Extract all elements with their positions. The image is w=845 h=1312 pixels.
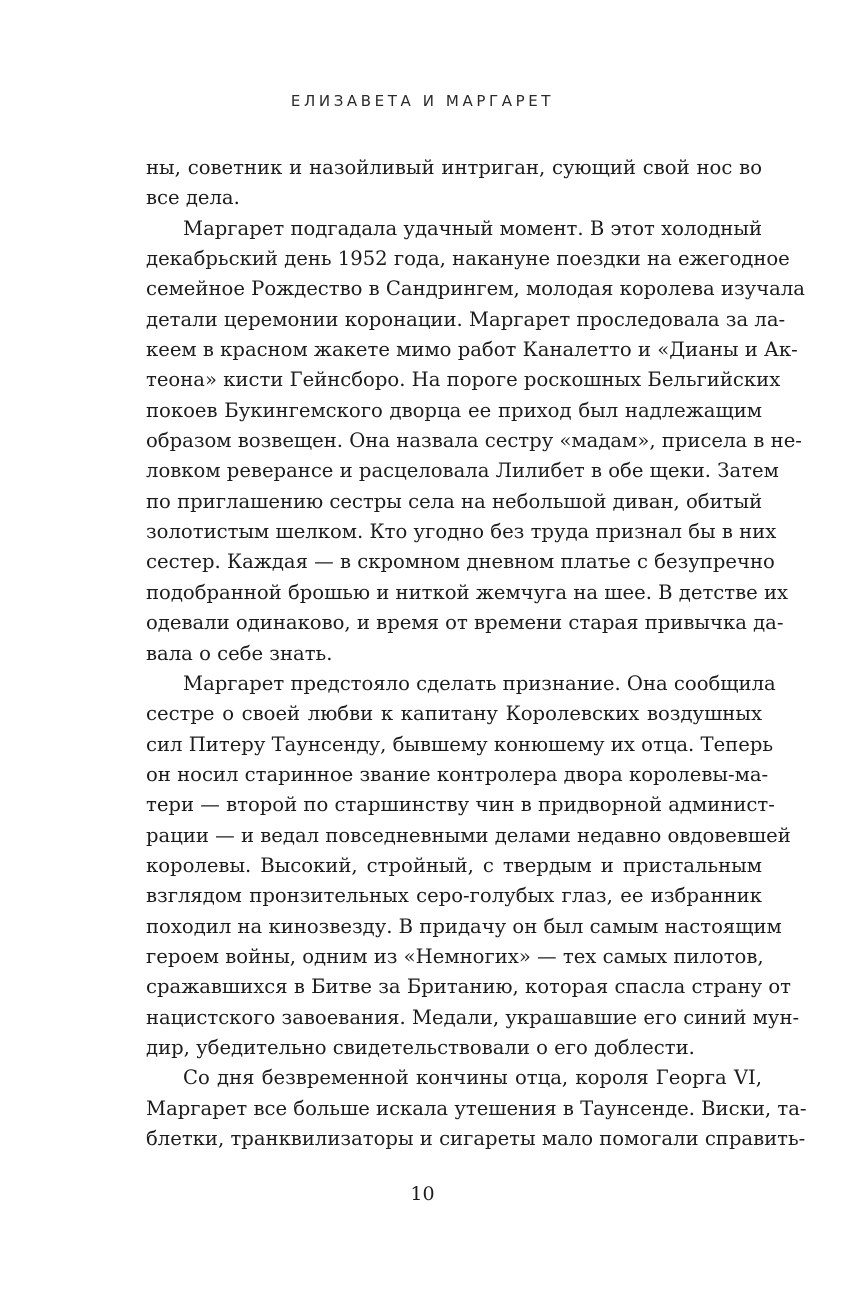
- text-line: он носил старинное звание контролера двора королевы-ма-: [146, 762, 769, 786]
- text-line: Маргарет все больше искала утешения в Таунсенде. Виски, та-: [146, 1096, 807, 1120]
- text-line: подобранной брошью и ниткой жемчуга на шее. В детстве их: [146, 580, 789, 604]
- text-line: ны, советник и назойливый интриган, сующий свой нос во: [146, 156, 762, 179]
- text-line: сил Питеру Таунсенду, бывшему конюшему их отца. Теперь: [146, 732, 774, 756]
- text-line: Со дня безвременной кончины отца, короля Георга VI,: [183, 1066, 762, 1090]
- text-line: вала о себе знать.: [146, 641, 333, 665]
- text-line: королевы. Высокий, стройный, с твердым и пристальным: [146, 853, 762, 877]
- text-line: блетки, транквилизаторы и сигареты мало помогали справить-: [146, 1127, 806, 1150]
- text-line: покоев Букингемского дворца ее приход был надлежащим: [146, 398, 762, 422]
- text-line: дир, убедительно свидетельствовали о его доблести.: [146, 1035, 695, 1059]
- text-line: семейное Рождество в Сандрингем, молодая королева изучала: [146, 277, 805, 301]
- text-line: тери — второй по старшинству чин в придворной админист-: [146, 793, 775, 817]
- text-line: нацистского завоевания. Медали, украшавшие его синий мун-: [146, 1005, 800, 1029]
- text-line: сестре о своей любви к капитану Королевских воздушных: [146, 702, 762, 726]
- text-line: одевали одинаково, и время от времени старая привычка да-: [146, 611, 784, 635]
- text-line: детали церемонии коронации. Маргарет проследовала за ла-: [146, 307, 786, 331]
- text-line: ловком реверансе и расцеловала Лилибет в обе щеки. Затем: [146, 459, 779, 483]
- text-line: Маргарет предстояло сделать признание. Она сообщила: [183, 671, 776, 695]
- text-line: сестер. Каждая — в скромном дневном платье с безупречно: [146, 550, 775, 574]
- running-head: ЕЛИЗАВЕТА И МАРГАРЕТ: [290, 92, 555, 110]
- text-line: сражавшихся в Битве за Британию, которая спасла страну от: [146, 975, 792, 999]
- text-line: кеем в красном жакете мимо работ Каналетто и «Дианы и Ак-: [146, 338, 798, 362]
- text-line: по приглашению сестры села на небольшой диван, обитый: [146, 489, 763, 513]
- text-line: теона» кисти Гейнсборо. На пороге роскошных Бельгийских: [146, 368, 781, 392]
- text-line: образом возвещен. Она назвала сестру «мадам», присела в не-: [146, 429, 802, 453]
- text-line: героем войны, одним из «Немногих» — тех самых пилотов,: [146, 944, 764, 968]
- text-line: взглядом пронзительных серо-голубых глаз, ее избранник: [146, 884, 762, 908]
- page-number: 10: [410, 1183, 435, 1205]
- text-line: золотистым шелком. Кто угодно без труда признал бы в них: [146, 520, 777, 544]
- body-text: [146, 153, 807, 1154]
- text-line: Маргарет подгадала удачный момент. В этот холодный: [183, 216, 762, 240]
- text-line: походил на кинозвезду. В придачу он был самым настоящим: [146, 914, 782, 938]
- text-line: все дела.: [146, 186, 240, 210]
- text-line: рации — и ведал повседневными делами недавно овдовевшей: [146, 823, 791, 847]
- text-line: декабрьский день 1952 года, накануне поездки на ежегодное: [146, 247, 790, 271]
